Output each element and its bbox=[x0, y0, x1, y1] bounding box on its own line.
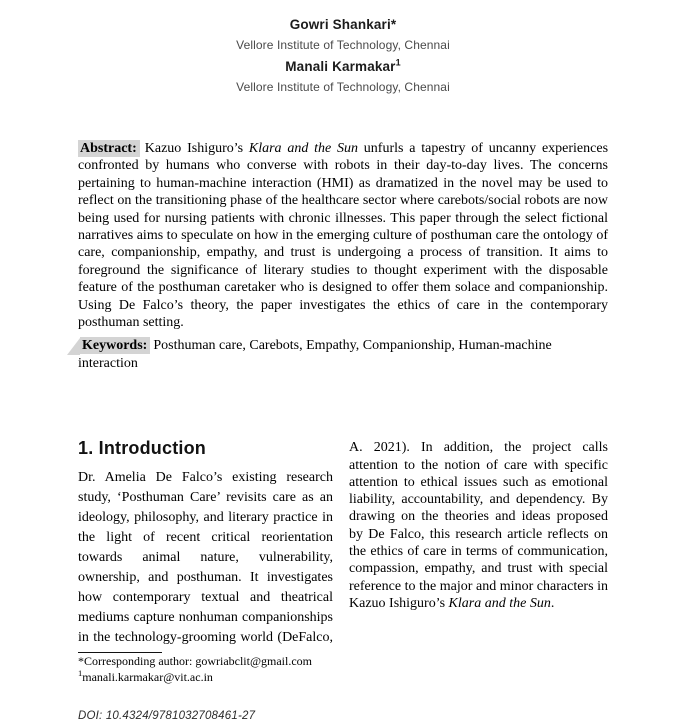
author-2-marker: 1 bbox=[395, 57, 401, 68]
abstract-text-pre: Kazuo Ishiguro’s bbox=[144, 141, 244, 156]
keywords-text: Posthuman care, Carebots, Empathy, Companionship, Human-machine interaction bbox=[78, 338, 552, 371]
footnote-1-text: Corresponding author: gowriabclit@gmail.com bbox=[84, 654, 313, 669]
abstract-paragraph bbox=[78, 140, 608, 331]
footnote-1-marker: * bbox=[78, 654, 84, 669]
intro-right-text-pre: A. 2021). In addition, the project calls attention to the notion of care with specific attention to ethical issues such as emotional liability, accountability, and dependency. By drawing on the theories and ideas proposed by De Falco, this research article reflects on the ethics of care in terms of communication, compassion, empathy, and trust with special reference to the major and minor characters in Kazuo Ishiguro’s bbox=[349, 440, 608, 611]
keywords-line bbox=[78, 337, 608, 372]
footnote-2-text: manali.karmakar@vit.ac.in bbox=[82, 669, 213, 684]
author-name-1 bbox=[78, 14, 608, 35]
intro-right-text-post: . bbox=[550, 595, 555, 611]
author-2-text: Manali Karmakar bbox=[285, 59, 396, 74]
intro-left-column bbox=[78, 438, 333, 722]
author-1-affiliation: Vellore Institute of Technology, Chennai bbox=[236, 38, 450, 52]
abstract-label: Abstract: bbox=[78, 140, 140, 157]
footnote-divider bbox=[78, 652, 162, 653]
footnote-2-marker: 1 bbox=[78, 667, 83, 678]
intro-right-paragraph bbox=[349, 439, 608, 612]
author-header bbox=[78, 14, 608, 98]
intro-right-book-title: Klara and the Sun bbox=[448, 595, 551, 611]
abstract-book-title: Klara and the Sun bbox=[248, 141, 358, 156]
abstract-text-post: unfurls a tapestry of uncanny experiences confronted by humans who converse with robots in their day-to-day lives. The concerns pertaining to human-machine interaction (HMI) as dramatized in the novel may be used to reflect on the transitioning phase of the healthcare sector where carebots/social robots are now being used for nursing patients with chronic illnesses. This paper through the select fictional narratives aims to speculate on how in the emerging culture of posthuman care the ontology of care, companionship, empathy, and trust is undergoing a process of transition. It aims to foreground the significance of literary studies to thought experiment with the disposable feature of the posthuman caretaker who is designed to offer them solace and companionship. Using De Falco’s theory, the paper investigates the ethics of care in the contemporary posthuman setting. bbox=[78, 141, 609, 331]
intro-columns bbox=[78, 438, 608, 722]
footnote-corresponding-author bbox=[78, 655, 333, 669]
keywords-label: Keywords: bbox=[80, 337, 150, 354]
author-1-marker: * bbox=[390, 17, 397, 32]
doi-text: DOI: 10.4324/9781032708461-27 bbox=[78, 710, 256, 722]
intro-right-column bbox=[349, 438, 608, 612]
author-2-affiliation: Vellore Institute of Technology, Chennai bbox=[236, 80, 450, 94]
author-1-text: Gowri Shankari bbox=[289, 17, 391, 32]
section-heading-introduction: 1. Introduction bbox=[78, 438, 206, 459]
author-name-2 bbox=[78, 56, 608, 77]
intro-left-paragraph: Dr. Amelia De Falco’s existing research study, ‘Posthuman Care’ revisits care as an ideology, philosophy, and literary practice in the light of recent critical reorientation towards animal nature, vulnerability, ownership, and posthuman. It investigates how contemporary textual and theatrical mediums capture nonhuman companionships in the technology-grooming world (DeFalco, bbox=[78, 470, 333, 646]
footnote-email-2 bbox=[78, 667, 333, 685]
